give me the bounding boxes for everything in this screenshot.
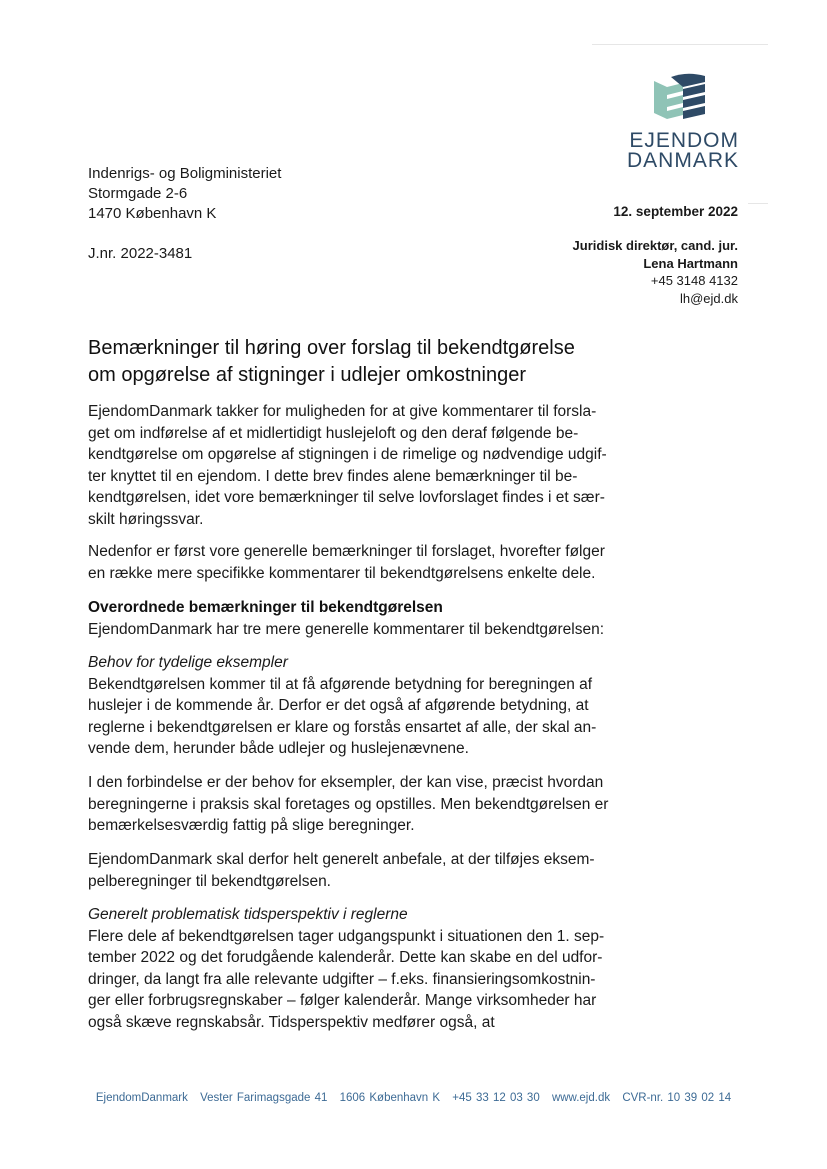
- section-examples: [88, 652, 596, 760]
- text-line: tember 2022 og det forudgående kalenderår. Dette kan skabe en del udfor-: [88, 949, 603, 967]
- logo-wordmark: [627, 131, 739, 171]
- text-line: skilt høringssvar.: [88, 510, 204, 528]
- paragraph-recommendation: [88, 849, 595, 892]
- sender-phone[interactable]: +45 3148 4132: [650, 273, 738, 288]
- text-line: EjendomDanmark skal derfor helt generelt anbefale, at der tilføjes eksem-: [88, 851, 595, 868]
- letter-date: 12. september 2022: [613, 204, 738, 219]
- text-line: ger eller forbrugsregnskaber – følger kalenderår. Mange virksomheder har: [88, 992, 597, 1010]
- section-heading: Overordnede bemærkninger til bekendtgørelsen: [88, 599, 443, 616]
- text-line: EjendomDanmark takker for muligheden for at give kommentarer til forsla-: [88, 403, 597, 420]
- text-line: dringer, da langt fra alle relevante udgifter – f.eks. finansieringsomkostnin-: [88, 970, 596, 988]
- text-line: Bekendtgørelsen kommer til at få afgørende betydning for beregningen af: [88, 675, 593, 693]
- text-line: Flere dele af bekendtgørelsen tager udgangspunkt i situationen den 1. sep-: [88, 927, 605, 945]
- footer-city: 1606 København K: [339, 1092, 441, 1104]
- section-general: [88, 597, 604, 640]
- text-line: EjendomDanmark har tre mere generelle kommentarer til bekendtgørelsen:: [88, 620, 605, 638]
- text-line: Nedenfor er først vore generelle bemærkninger til forslaget, hvorefter følger: [88, 543, 605, 560]
- sender-title: Juridisk direktør, cand. jur.: [572, 238, 738, 253]
- text-line: beregningerne i praksis skal foretages og opstilles. Men bekendtgørelsen er: [88, 795, 609, 813]
- text-line: I den forbindelse er der behov for eksempler, der kan vise, præcist hvordan: [88, 774, 604, 791]
- journal-number: J.nr. 2022-3481: [88, 245, 193, 262]
- subheading: Behov for tydelige eksempler: [88, 654, 288, 671]
- text-line: også skæve regnskabsår. Tidsperspektiv medfører også, at: [88, 1013, 495, 1031]
- text-line: kendtgørelse om opgørelse af stigningen i de rimelige og nødvendige udgif-: [88, 446, 607, 464]
- subheading: Generelt problematisk tidsperspektiv i reglerne: [88, 906, 408, 923]
- text-line: vende dem, herunder både udlejer og huslejenævnene.: [88, 740, 469, 758]
- text-line: en række mere specifikke kommentarer til bekendtgørelsens enkelte dele.: [88, 564, 596, 582]
- sender-name: Lena Hartmann: [643, 255, 738, 271]
- logo-line-2: DANMARK: [626, 149, 739, 172]
- ejendom-danmark-logo-icon: [653, 73, 707, 121]
- sender-contact: [573, 237, 738, 307]
- text-line: ter knyttet til en ejendom. I dette brev findes alene bemærkninger til be-: [88, 467, 578, 485]
- recipient-line: 1470 København K: [88, 205, 217, 222]
- paragraph-intro: [88, 401, 607, 531]
- footer-website-link[interactable]: www.ejd.dk: [551, 1092, 611, 1104]
- recipient-line: Indenrigs- og Boligministeriet: [88, 165, 282, 182]
- text-line: get om indførelse af et midlertidigt huslejeloft og den deraf følgende be-: [88, 424, 579, 442]
- paragraph-overview: [88, 541, 605, 584]
- paragraph-examples-need: [88, 772, 608, 837]
- text-line: bemærkelsesværdig fattig på slige beregninger.: [88, 817, 415, 835]
- text-line: pelberegninger til bekendtgørelsen.: [88, 872, 331, 890]
- section-time-perspective: [88, 904, 604, 1034]
- footer-street: Vester Farimagsgade 41: [200, 1092, 328, 1104]
- text-line: huslejer i de kommende år. Derfor er det også af afgørende betydning, at: [88, 697, 589, 715]
- footer-cvr: CVR-nr. 10 39 02 14: [622, 1092, 732, 1104]
- footer: [0, 1092, 827, 1104]
- date-rule: [748, 203, 768, 204]
- text-line: reglerne i bekendtgørelsen er klare og forstås ensartet af alle, der skal an-: [88, 718, 597, 736]
- footer-phone[interactable]: +45 33 12 03 30: [452, 1092, 540, 1104]
- title-line: Bemærkninger til høring over forslag til bekendtgørelse: [88, 337, 575, 359]
- sender-email[interactable]: lh@ejd.dk: [679, 290, 738, 306]
- header-rule: [592, 44, 768, 45]
- logo-line-1: EJENDOM: [629, 129, 739, 152]
- text-line: kendtgørelsen, idet vore bemærkninger til selve lovforslaget findes i et sær-: [88, 489, 605, 507]
- recipient-address: [88, 164, 281, 224]
- title-line: om opgørelse af stigninger i udlejer omkostninger: [88, 364, 526, 386]
- recipient-line: Stormgade 2-6: [88, 185, 188, 202]
- footer-company: EjendomDanmark: [95, 1092, 188, 1104]
- letter-title: [88, 335, 575, 389]
